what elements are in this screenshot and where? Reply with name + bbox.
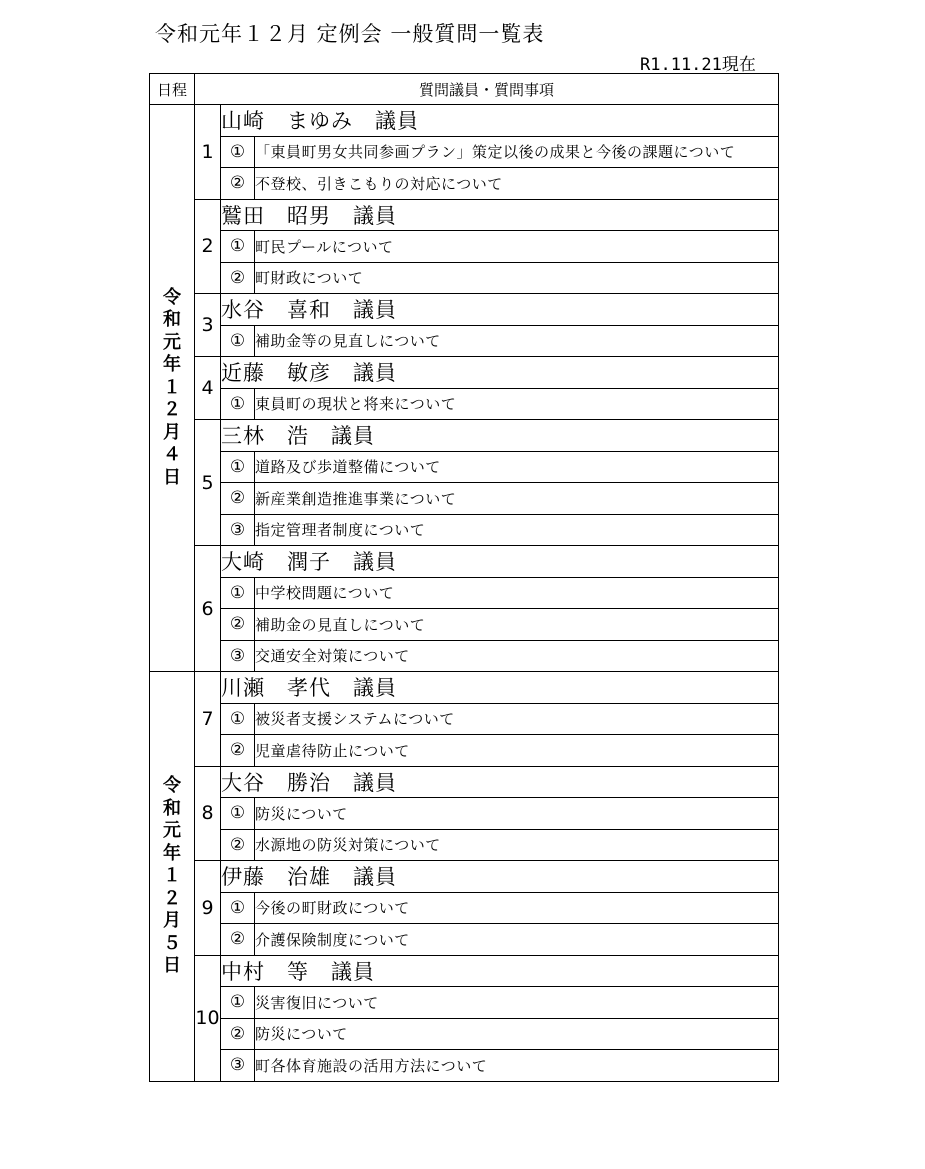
- item-marker: ①: [221, 451, 255, 483]
- item-marker: ①: [221, 136, 255, 168]
- question-row: [150, 325, 779, 357]
- header-content: 質問議員・質問事項: [195, 74, 779, 105]
- table-body: [150, 105, 779, 1082]
- member-row: [150, 861, 779, 893]
- question-topic: 不登校、引きこもりの対応について: [255, 168, 779, 200]
- question-topic: 介護保険制度について: [255, 924, 779, 956]
- member-number: 7: [195, 672, 221, 767]
- question-topic: 新産業創造推進事業について: [255, 483, 779, 515]
- question-row: [150, 483, 779, 515]
- meeting-date: 令和元年１２月４日: [163, 286, 181, 488]
- question-row: [150, 892, 779, 924]
- item-marker: ①: [221, 231, 255, 263]
- question-topic: 今後の町財政について: [255, 892, 779, 924]
- member-number: 10: [195, 955, 221, 1081]
- item-marker: ②: [221, 924, 255, 956]
- member-name: 近藤 敏彦 議員: [221, 357, 779, 389]
- as-of-date: R1.11.21現在: [640, 55, 756, 75]
- member-name: 鷲田 昭男 議員: [221, 199, 779, 231]
- member-row: [150, 546, 779, 578]
- item-marker: ②: [221, 168, 255, 200]
- member-name: 中村 等 議員: [221, 955, 779, 987]
- question-row: [150, 168, 779, 200]
- item-marker: ①: [221, 987, 255, 1019]
- question-row: [150, 231, 779, 263]
- item-marker: ①: [221, 703, 255, 735]
- date-cell: [150, 672, 195, 1082]
- item-marker: ③: [221, 640, 255, 672]
- item-marker: ②: [221, 483, 255, 515]
- question-topic: 水源地の防災対策について: [255, 829, 779, 861]
- member-row: [150, 420, 779, 452]
- question-row: [150, 514, 779, 546]
- member-name: 三林 浩 議員: [221, 420, 779, 452]
- item-marker: ②: [221, 1018, 255, 1050]
- member-name: 水谷 喜和 議員: [221, 294, 779, 326]
- member-number: 3: [195, 294, 221, 357]
- question-row: [150, 798, 779, 830]
- question-row: [150, 451, 779, 483]
- question-row: [150, 388, 779, 420]
- item-marker: ①: [221, 388, 255, 420]
- question-row: [150, 609, 779, 641]
- page-title: 令和元年１２月 定例会 一般質問一覧表: [155, 22, 545, 46]
- question-topic: 「東員町男女共同参画プラン」策定以後の成果と今後の課題について: [255, 136, 779, 168]
- member-number: 1: [195, 105, 221, 200]
- question-topic: 児童虐待防止について: [255, 735, 779, 767]
- question-schedule-table: [149, 73, 779, 1082]
- member-number: 8: [195, 766, 221, 861]
- question-topic: 東員町の現状と将来について: [255, 388, 779, 420]
- question-row: [150, 924, 779, 956]
- question-row: [150, 829, 779, 861]
- question-row: [150, 703, 779, 735]
- item-marker: ③: [221, 514, 255, 546]
- item-marker: ①: [221, 325, 255, 357]
- member-name: 伊藤 治雄 議員: [221, 861, 779, 893]
- question-topic: 防災について: [255, 1018, 779, 1050]
- member-name: 大崎 潤子 議員: [221, 546, 779, 578]
- item-marker: ②: [221, 609, 255, 641]
- question-topic: 道路及び歩道整備について: [255, 451, 779, 483]
- question-topic: 町財政について: [255, 262, 779, 294]
- meeting-date: 令和元年１２月５日: [163, 775, 181, 976]
- item-marker: ①: [221, 892, 255, 924]
- question-row: [150, 1050, 779, 1082]
- question-topic: 被災者支援システムについて: [255, 703, 779, 735]
- date-cell: [150, 105, 195, 672]
- header-date: 日程: [150, 74, 195, 105]
- member-number: 6: [195, 546, 221, 672]
- member-name: 川瀬 孝代 議員: [221, 672, 779, 704]
- member-row: [150, 357, 779, 389]
- question-row: [150, 1018, 779, 1050]
- question-topic: 補助金等の見直しについて: [255, 325, 779, 357]
- member-row: [150, 105, 779, 137]
- member-row: [150, 955, 779, 987]
- item-marker: ①: [221, 577, 255, 609]
- member-row: [150, 672, 779, 704]
- member-number: 2: [195, 199, 221, 294]
- question-row: [150, 577, 779, 609]
- member-name: 大谷 勝治 議員: [221, 766, 779, 798]
- question-topic: 防災について: [255, 798, 779, 830]
- question-row: [150, 987, 779, 1019]
- question-topic: 町民プールについて: [255, 231, 779, 263]
- item-marker: ③: [221, 1050, 255, 1082]
- item-marker: ②: [221, 829, 255, 861]
- member-name: 山崎 まゆみ 議員: [221, 105, 779, 137]
- question-topic: 指定管理者制度について: [255, 514, 779, 546]
- member-number: 9: [195, 861, 221, 956]
- question-row: [150, 735, 779, 767]
- question-topic: 町各体育施設の活用方法について: [255, 1050, 779, 1082]
- question-topic: 交通安全対策について: [255, 640, 779, 672]
- item-marker: ①: [221, 798, 255, 830]
- table-header-row: [150, 74, 779, 105]
- question-topic: 補助金の見直しについて: [255, 609, 779, 641]
- item-marker: ②: [221, 262, 255, 294]
- member-row: [150, 766, 779, 798]
- question-row: [150, 136, 779, 168]
- question-topic: 中学校問題について: [255, 577, 779, 609]
- question-row: [150, 640, 779, 672]
- question-topic: 災害復旧について: [255, 987, 779, 1019]
- question-row: [150, 262, 779, 294]
- member-row: [150, 199, 779, 231]
- member-number: 4: [195, 357, 221, 420]
- item-marker: ②: [221, 735, 255, 767]
- member-row: [150, 294, 779, 326]
- member-number: 5: [195, 420, 221, 546]
